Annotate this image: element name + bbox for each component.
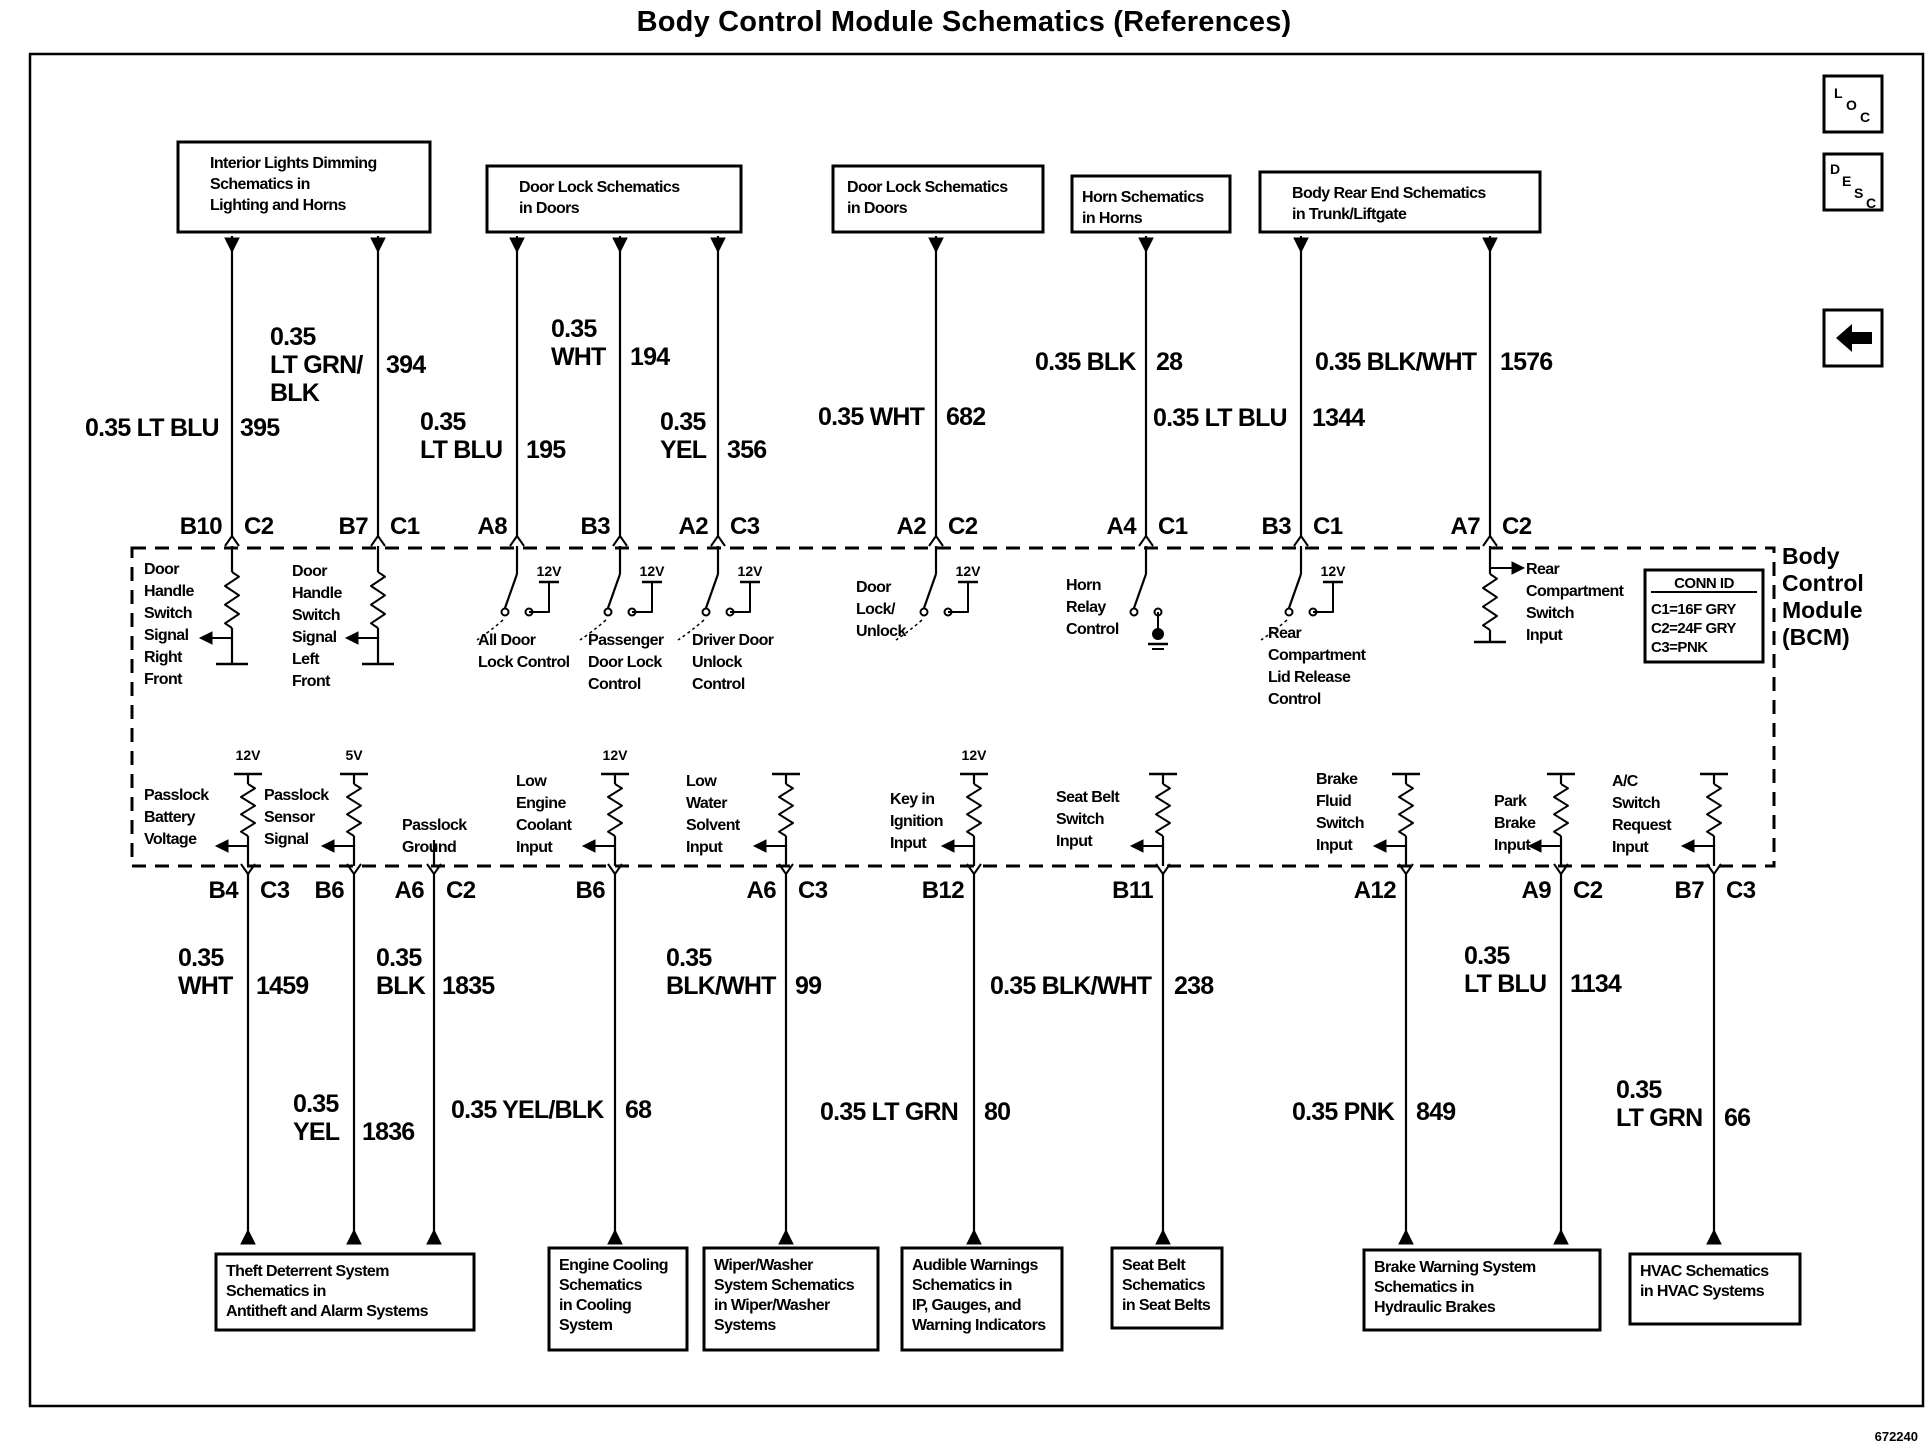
circuit-function-label: Park	[1494, 793, 1527, 810]
wire-gauge-color: LT GRN/	[270, 351, 363, 379]
connector-arrow-icon	[929, 238, 943, 252]
reference-text: Engine Cooling	[559, 1257, 668, 1274]
circuit-number: 68	[625, 1096, 652, 1124]
connector-arrow-icon	[225, 238, 239, 252]
circuit-function-label: Switch	[292, 607, 340, 624]
figure-number: 672240	[1874, 1429, 1918, 1444]
reference-text: System Schematics	[714, 1277, 855, 1294]
reference-text: Seat Belt	[1122, 1257, 1186, 1274]
pin-label: B7	[1674, 877, 1704, 904]
supply-wire	[632, 582, 652, 612]
reference-box-frame	[833, 166, 1043, 232]
wire-gauge-color: 0.35 BLK/WHT	[990, 972, 1152, 1000]
circuit-function-label: Switch	[144, 605, 192, 622]
circuit-function-label: Passlock	[402, 817, 467, 834]
supply-wire	[1313, 582, 1333, 612]
circuit-function-label: Ignition	[890, 813, 943, 830]
reference-text: in Cooling	[559, 1297, 632, 1314]
connector-arrow-icon	[1554, 1230, 1568, 1244]
page-title: Body Control Module Schematics (References)	[636, 6, 1292, 38]
switch-contact	[1286, 609, 1293, 616]
circuit-number: 195	[526, 436, 566, 464]
switch-contact	[703, 609, 710, 616]
connector-label: C3	[260, 877, 290, 904]
switch-blade	[1134, 574, 1146, 608]
reference-box-frame	[1260, 172, 1540, 232]
circuit-function-label: Control	[692, 676, 745, 693]
wire-gauge-color: 0.35	[178, 944, 224, 972]
circuit-number: 99	[795, 972, 822, 1000]
circuit-function-label: Engine	[516, 795, 566, 812]
circuit-function-label: Input	[1316, 837, 1353, 854]
loc-icon	[1824, 76, 1882, 132]
circuit-function-label: Lid Release	[1268, 669, 1351, 686]
resistor-symbol	[371, 572, 385, 628]
supply-voltage-label: 12V	[235, 747, 261, 763]
signal-arrow-icon	[1512, 562, 1524, 574]
bottom-reference-box	[1630, 1254, 1800, 1324]
circuit-function-label: Switch	[1612, 795, 1660, 812]
circuit-function-label: Battery	[144, 809, 195, 826]
switch-contact	[1131, 609, 1138, 616]
wire-gauge-color: 0.35	[1616, 1076, 1662, 1104]
circuit-number: 849	[1416, 1098, 1456, 1126]
loc-icon-glyph: O	[1846, 97, 1857, 113]
pin-label: A9	[1521, 877, 1551, 904]
supply-voltage-label: 12V	[602, 747, 628, 763]
wire-gauge-color: 0.35 LT BLU	[1153, 404, 1287, 432]
connector-arrow-icon	[347, 1230, 361, 1244]
circuit-number: 682	[946, 403, 986, 431]
circuit-function-label: Signal	[264, 831, 309, 848]
circuit-function-label: Lock/	[856, 601, 895, 618]
circuit-function-label: A/C	[1612, 773, 1638, 790]
signal-arrow-icon	[754, 840, 766, 852]
wire-gauge-color: 0.35 LT GRN	[820, 1098, 958, 1126]
desc-icon-glyph: E	[1842, 173, 1852, 189]
circuit-function-label: Input	[1056, 833, 1093, 850]
supply-wire	[948, 582, 968, 612]
circuit-function-label: Door	[144, 561, 179, 578]
circuit-function-label: Water	[686, 795, 727, 812]
wire-gauge-color: 0.35 BLK/WHT	[1315, 348, 1477, 376]
resistor-symbol	[608, 784, 622, 836]
connector-arrow-icon	[967, 1230, 981, 1244]
resistor-symbol	[241, 784, 255, 836]
desc-icon-glyph: C	[1866, 195, 1877, 211]
circuit-function-label: Brake	[1494, 815, 1536, 832]
wire-gauge-color: 0.35 LT BLU	[85, 414, 219, 442]
wire-gauge-color: WHT	[551, 343, 606, 371]
wire-gauge-color: LT BLU	[1464, 970, 1547, 998]
supply-voltage-label: 12V	[955, 563, 981, 579]
reference-text: Schematics in	[226, 1283, 326, 1300]
reference-text: Door Lock Schematics	[847, 179, 1008, 196]
wire-gauge-color: 0.35 PNK	[1292, 1098, 1394, 1126]
circuit-number: 1459	[256, 972, 309, 1000]
supply-voltage-label: 12V	[1320, 563, 1346, 579]
circuit-function-label: Brake	[1316, 771, 1358, 788]
pin-terminal	[1483, 536, 1497, 546]
supply-voltage-label: 12V	[961, 747, 987, 763]
reference-text: Schematics	[559, 1277, 642, 1294]
resistor-symbol	[779, 784, 793, 836]
circuit-function-label: Right	[144, 649, 182, 666]
reference-text: in Horns	[1082, 210, 1143, 227]
top-reference-box	[178, 142, 430, 232]
reference-text: in Wiper/Washer	[714, 1297, 830, 1314]
circuit-function-label: Handle	[144, 583, 194, 600]
circuit-function-label: Passlock	[264, 787, 329, 804]
circuit-number: 395	[240, 414, 280, 442]
back-arrow-icon	[1824, 310, 1882, 366]
connector-arrow-icon	[1156, 1230, 1170, 1244]
connector-id-line: C1=16F GRY	[1651, 601, 1736, 618]
signal-arrow-icon	[200, 632, 212, 644]
supply-wire	[730, 582, 750, 612]
circuit-function-label: Unlock	[856, 623, 906, 640]
supply-voltage-label: 5V	[345, 747, 363, 763]
connector-arrow-icon	[613, 238, 627, 252]
circuit-number: 356	[727, 436, 767, 464]
reference-text: in Doors	[519, 200, 580, 217]
connector-arrow-icon	[1399, 1230, 1413, 1244]
switch-blade	[608, 574, 620, 608]
connector-label: C2	[1502, 513, 1532, 540]
signal-arrow-icon	[1374, 840, 1386, 852]
connector-label: C3	[798, 877, 828, 904]
diagram-frame	[30, 54, 1923, 1406]
circuit-function-label: Input	[1526, 627, 1563, 644]
circuit-function-label: Input	[1494, 837, 1531, 854]
circuit-number: 28	[1156, 348, 1183, 376]
circuit-function-label: Compartment	[1268, 647, 1366, 664]
circuit-function-label: Passlock	[144, 787, 209, 804]
signal-arrow-icon	[1529, 840, 1541, 852]
desc-icon	[1824, 154, 1882, 211]
reference-text: Systems	[714, 1317, 776, 1334]
circuit-function-label: Rear	[1526, 561, 1560, 578]
circuit-function-label: Request	[1612, 817, 1671, 834]
bcm-label: Module	[1782, 597, 1863, 623]
wire-gauge-color: BLK	[270, 379, 319, 407]
connector-label: C2	[244, 513, 274, 540]
switch-contact	[605, 609, 612, 616]
reference-text: Wiper/Washer	[714, 1257, 813, 1274]
circuit-function-label: Unlock	[692, 654, 742, 671]
circuit-function-label: Front	[292, 673, 330, 690]
switch-contact	[502, 609, 509, 616]
switch-contact	[921, 609, 928, 616]
reference-text: Schematics in	[912, 1277, 1012, 1294]
circuit-function-label: Switch	[1056, 811, 1104, 828]
circuit-number: 394	[386, 351, 426, 379]
circuit-function-label: Switch	[1526, 605, 1574, 622]
pin-terminal	[711, 536, 725, 546]
reference-text: Brake Warning System	[1374, 1259, 1536, 1276]
switch-blade	[505, 574, 517, 608]
pin-terminal	[613, 536, 627, 546]
wire-gauge-color: BLK	[376, 972, 425, 1000]
pin-label: B6	[575, 877, 605, 904]
circuit-function-label: Signal	[144, 627, 189, 644]
connector-arrow-icon	[510, 238, 524, 252]
reference-text: Lighting and Horns	[210, 197, 346, 214]
pin-terminal	[1294, 536, 1308, 546]
connector-arrow-icon	[241, 1230, 255, 1244]
signal-arrow-icon	[583, 840, 595, 852]
circuit-function-label: Fluid	[1316, 793, 1352, 810]
circuit-number: 1835	[442, 972, 495, 1000]
connector-arrow-icon	[608, 1230, 622, 1244]
circuit-function-label: Control	[588, 676, 641, 693]
connector-arrow-icon	[779, 1230, 793, 1244]
wire-gauge-color: 0.35	[551, 315, 597, 343]
circuit-function-label: Solvent	[686, 817, 740, 834]
circuit-function-label: Input	[1612, 839, 1649, 856]
reference-text: Antitheft and Alarm Systems	[226, 1303, 428, 1320]
bcm-label: Control	[1782, 570, 1864, 596]
bottom-reference-box	[549, 1248, 687, 1350]
pin-label: B3	[1261, 513, 1291, 540]
signal-arrow-icon	[942, 840, 954, 852]
bottom-reference-box	[1112, 1248, 1222, 1328]
circuit-function-label: Signal	[292, 629, 337, 646]
wire-gauge-color: 0.35	[1464, 942, 1510, 970]
supply-voltage-label: 12V	[737, 563, 763, 579]
reference-text: Audible Warnings	[912, 1257, 1038, 1274]
circuit-function-label: Ground	[402, 839, 457, 856]
circuit-function-label: Input	[516, 839, 553, 856]
reference-text: Hydraulic Brakes	[1374, 1299, 1496, 1316]
connector-arrow-icon	[371, 238, 385, 252]
wire-gauge-color: LT BLU	[420, 436, 503, 464]
circuit-function-label: Switch	[1316, 815, 1364, 832]
wire-gauge-color: 0.35	[666, 944, 712, 972]
top-reference-box	[1260, 172, 1540, 232]
bottom-reference-box	[902, 1248, 1062, 1350]
pin-label: B10	[179, 513, 222, 540]
circuit-function-label: Control	[1268, 691, 1321, 708]
circuit-function-label: Voltage	[144, 831, 197, 848]
signal-arrow-icon	[346, 632, 358, 644]
circuit-number: 1344	[1312, 404, 1365, 432]
signal-arrow-icon	[216, 840, 228, 852]
pin-label: A4	[1106, 513, 1136, 540]
circuit-function-label: Front	[144, 671, 182, 688]
circuit-function-label: Coolant	[516, 817, 572, 834]
resistor-symbol	[1554, 784, 1568, 836]
circuit-function-label: Key in	[890, 791, 935, 808]
connector-arrow-icon	[711, 238, 725, 252]
connector-id-title: CONN ID	[1674, 575, 1734, 592]
circuit-function-label: Door	[292, 563, 327, 580]
connector-arrow-icon	[1707, 1230, 1721, 1244]
circuit-number: 80	[984, 1098, 1011, 1126]
wire-gauge-color: YEL	[293, 1118, 340, 1146]
pin-label: A2	[678, 513, 708, 540]
circuit-number: 1576	[1500, 348, 1553, 376]
reference-text: in Doors	[847, 200, 908, 217]
reference-text: in Seat Belts	[1122, 1297, 1211, 1314]
circuit-number: 1836	[362, 1118, 415, 1146]
bcm-label: (BCM)	[1782, 624, 1850, 650]
wire-gauge-color: 0.35 BLK	[1035, 348, 1136, 376]
bcm-label: Body	[1782, 543, 1840, 569]
wire-gauge-color: LT GRN	[1616, 1104, 1703, 1132]
circuit-function-label: Low	[516, 773, 547, 790]
desc-icon-glyph: D	[1830, 161, 1841, 177]
reference-text: Schematics	[1122, 1277, 1205, 1294]
reference-text: Door Lock Schematics	[519, 179, 680, 196]
loc-icon-glyph: C	[1860, 109, 1871, 125]
top-reference-box	[833, 166, 1043, 232]
switch-blade	[706, 574, 718, 608]
ground-icon	[1152, 628, 1164, 640]
connector-arrow-icon	[1483, 238, 1497, 252]
reference-text: Horn Schematics	[1082, 189, 1204, 206]
resistor-symbol	[1707, 784, 1721, 836]
circuit-number: 238	[1174, 972, 1214, 1000]
wire-gauge-color: 0.35	[420, 408, 466, 436]
circuit-function-label: Low	[686, 773, 717, 790]
resistor-symbol	[967, 784, 981, 836]
reference-box-frame	[487, 166, 741, 232]
signal-arrow-icon	[1131, 840, 1143, 852]
bottom-reference-box	[704, 1248, 878, 1350]
pin-terminal	[371, 536, 385, 546]
signal-arrow-icon	[322, 840, 334, 852]
connector-id-line: C3=PNK	[1651, 639, 1708, 656]
circuit-function-label: Control	[1066, 621, 1119, 638]
connector-arrow-icon	[427, 1230, 441, 1244]
connector-label: C1	[1158, 513, 1188, 540]
circuit-function-label: All Door	[478, 632, 536, 649]
reference-text: System	[559, 1317, 613, 1334]
resistor-symbol	[225, 572, 239, 628]
pin-label: B4	[208, 877, 238, 904]
resistor-symbol	[347, 784, 361, 836]
wire-gauge-color: YEL	[660, 436, 707, 464]
wire-gauge-color: 0.35	[660, 408, 706, 436]
desc-icon-glyph: S	[1854, 185, 1864, 201]
pin-terminal	[1139, 536, 1153, 546]
connector-label: C2	[446, 877, 476, 904]
pin-label: A2	[896, 513, 926, 540]
reference-text: in Trunk/Liftgate	[1292, 206, 1407, 223]
pin-label: A12	[1353, 877, 1396, 904]
connector-label: C3	[1726, 877, 1756, 904]
circuit-function-label: Sensor	[264, 809, 315, 826]
reference-text: IP, Gauges, and	[912, 1297, 1021, 1314]
reference-text: Schematics in	[1374, 1279, 1474, 1296]
pin-terminal	[929, 536, 943, 546]
circuit-function-label: Driver Door	[692, 632, 774, 649]
connector-id-line: C2=24F GRY	[1651, 620, 1736, 637]
circuit-function-label: Passenger	[588, 632, 664, 649]
circuit-function-label: Door	[856, 579, 891, 596]
switch-blade	[924, 574, 936, 608]
pin-terminal	[225, 536, 239, 546]
circuit-function-label: Door Lock	[588, 654, 662, 671]
circuit-function-label: Compartment	[1526, 583, 1624, 600]
reference-text: Theft Deterrent System	[226, 1263, 389, 1280]
pin-terminal	[510, 536, 524, 546]
circuit-number: 1134	[1570, 970, 1622, 998]
connector-arrow-icon	[1139, 238, 1153, 252]
circuit-number: 66	[1724, 1104, 1751, 1132]
circuit-function-label: Handle	[292, 585, 342, 602]
wire-gauge-color: WHT	[178, 972, 233, 1000]
supply-voltage-label: 12V	[536, 563, 562, 579]
pin-label: B3	[580, 513, 610, 540]
circuit-number: 194	[630, 343, 670, 371]
pin-label: A6	[746, 877, 776, 904]
connector-label: C2	[1573, 877, 1603, 904]
resistor-symbol	[1156, 784, 1170, 836]
pin-label: B12	[921, 877, 964, 904]
wire-gauge-color: 0.35	[270, 323, 316, 351]
wire-gauge-color: BLK/WHT	[666, 972, 776, 1000]
wire-gauge-color: 0.35	[376, 944, 422, 972]
connector-label: C1	[1313, 513, 1343, 540]
resistor-symbol	[1399, 784, 1413, 836]
reference-text: Schematics in	[210, 176, 310, 193]
reference-text: in HVAC Systems	[1640, 1283, 1765, 1300]
wire-gauge-color: 0.35 WHT	[818, 403, 925, 431]
supply-voltage-label: 12V	[639, 563, 665, 579]
connector-arrow-icon	[1294, 238, 1308, 252]
supply-wire	[529, 582, 549, 612]
pin-label: B11	[1112, 877, 1153, 904]
connector-label: C1	[390, 513, 420, 540]
circuit-function-label: Lock Control	[478, 654, 570, 671]
circuit-function-label: Left	[292, 651, 319, 668]
circuit-function-label: Horn	[1066, 577, 1101, 594]
reference-text: HVAC Schematics	[1640, 1263, 1769, 1280]
connector-label: C3	[730, 513, 760, 540]
reference-text: Body Rear End Schematics	[1292, 185, 1486, 202]
top-reference-box	[487, 166, 741, 232]
bottom-reference-box	[216, 1254, 474, 1330]
circuit-function-label: Input	[890, 835, 927, 852]
resistor-symbol	[1483, 574, 1497, 630]
circuit-function-label: Relay	[1066, 599, 1106, 616]
wire-gauge-color: 0.35 YEL/BLK	[451, 1096, 604, 1124]
reference-text: Warning Indicators	[912, 1317, 1046, 1334]
pin-label: A8	[477, 513, 507, 540]
pin-label: A7	[1450, 513, 1480, 540]
pin-label: A6	[394, 877, 424, 904]
signal-arrow-icon	[1682, 840, 1694, 852]
circuit-function-label: Input	[686, 839, 723, 856]
top-reference-box	[1072, 176, 1230, 232]
loc-icon-glyph: L	[1834, 85, 1843, 101]
switch-blade	[1289, 574, 1301, 608]
pin-label: B7	[338, 513, 368, 540]
wire-gauge-color: 0.35	[293, 1090, 339, 1118]
bottom-reference-box	[1364, 1250, 1600, 1330]
circuit-function-label: Rear	[1268, 625, 1302, 642]
reference-text: Interior Lights Dimming	[210, 155, 377, 172]
circuit-function-label: Seat Belt	[1056, 789, 1120, 806]
connector-label: C2	[948, 513, 978, 540]
pin-label: B6	[314, 877, 344, 904]
